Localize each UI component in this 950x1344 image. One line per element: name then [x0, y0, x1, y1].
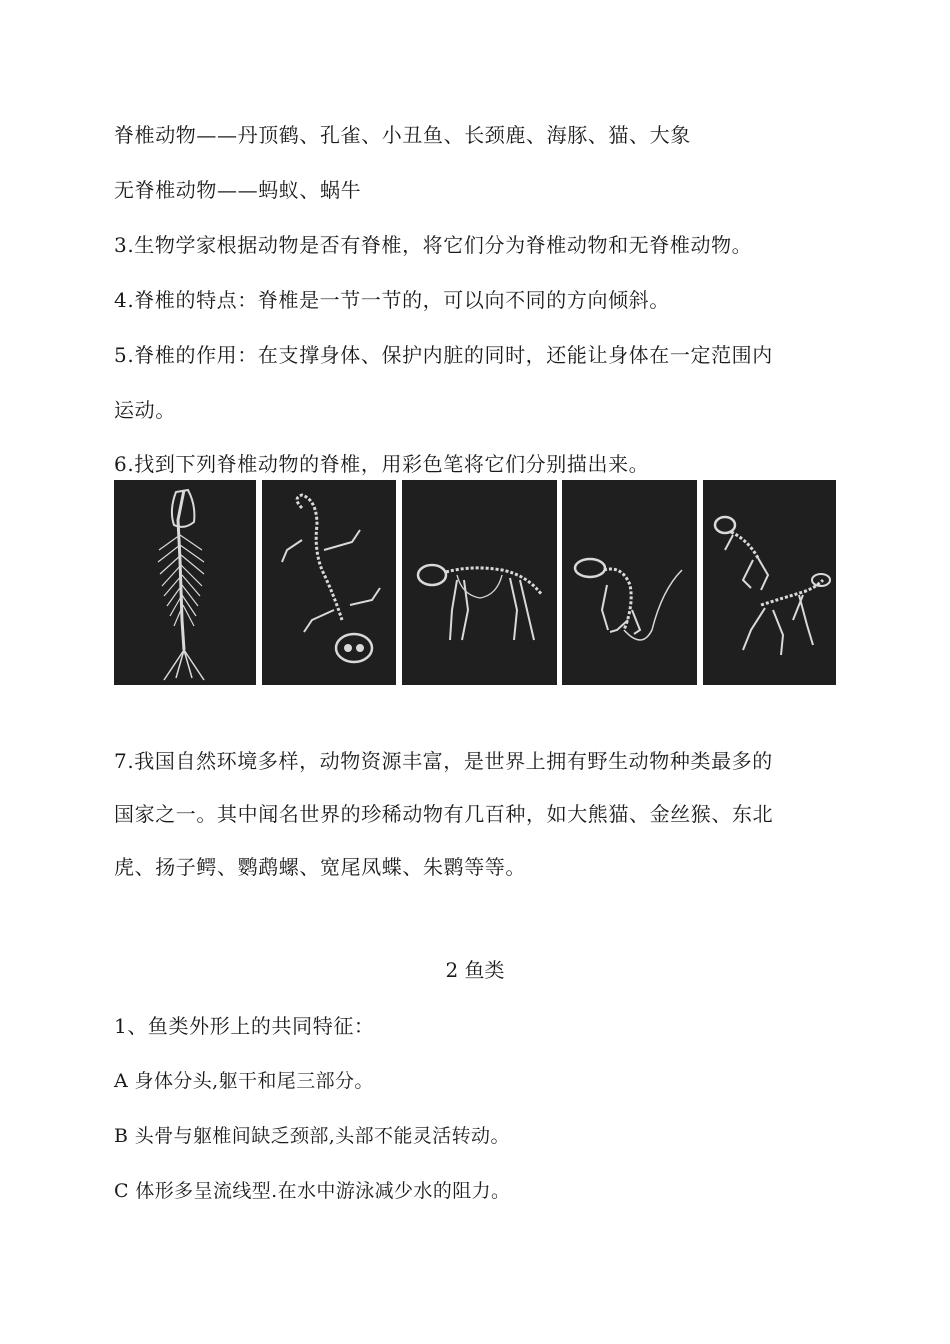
frog-skeleton-image: [703, 480, 836, 685]
fish-feature-c: C 体形多呈流线型.在水中游泳减少水的阻力。: [114, 1180, 511, 1202]
lizard-skeleton-image: [262, 480, 396, 685]
fish-skeleton-image: [114, 480, 256, 685]
fish-feature-b: B 头骨与躯椎间缺乏颈部,头部不能灵活转动。: [114, 1125, 510, 1147]
point-7-line-3: 虎、扬子鳄、鹦鹉螺、宽尾凤蝶、朱鹮等等。: [114, 855, 526, 879]
point-7-line-1: 7.我国自然环境多样，动物资源丰富，是世界上拥有野生动物种类最多的: [114, 749, 773, 773]
point-5-continued: 运动。: [114, 398, 176, 422]
cat-skeleton-image: [402, 480, 557, 685]
fish-features-title: 1、鱼类外形上的共同特征：: [114, 1014, 375, 1038]
point-7-line-2: 国家之一。其中闻名世界的珍稀动物有几百种，如大熊猫、金丝猴、东北: [114, 802, 774, 826]
point-4: 4.脊椎的特点：脊椎是一节一节的，可以向不同的方向倾斜。: [114, 288, 670, 312]
point-5: 5.脊椎的作用：在支撑身体、保护内脏的同时，还能让身体在一定范围内: [114, 343, 773, 367]
point-6: 6.找到下列脊椎动物的脊椎，用彩色笔将它们分别描出来。: [114, 452, 650, 476]
point-3: 3.生物学家根据动物是否有脊椎，将它们分为脊椎动物和无脊椎动物。: [114, 233, 753, 257]
invertebrate-examples: 无脊椎动物——蚂蚁、蜗牛: [114, 178, 362, 202]
vertebrate-examples: 脊椎动物——丹顶鹤、孔雀、小丑鱼、长颈鹿、海豚、猫、大象: [114, 123, 691, 147]
section-heading: 2 鱼类: [445, 958, 505, 982]
fish-feature-a: A 身体分头,躯干和尾三部分。: [114, 1070, 374, 1092]
rat-skeleton-image: [562, 480, 697, 685]
